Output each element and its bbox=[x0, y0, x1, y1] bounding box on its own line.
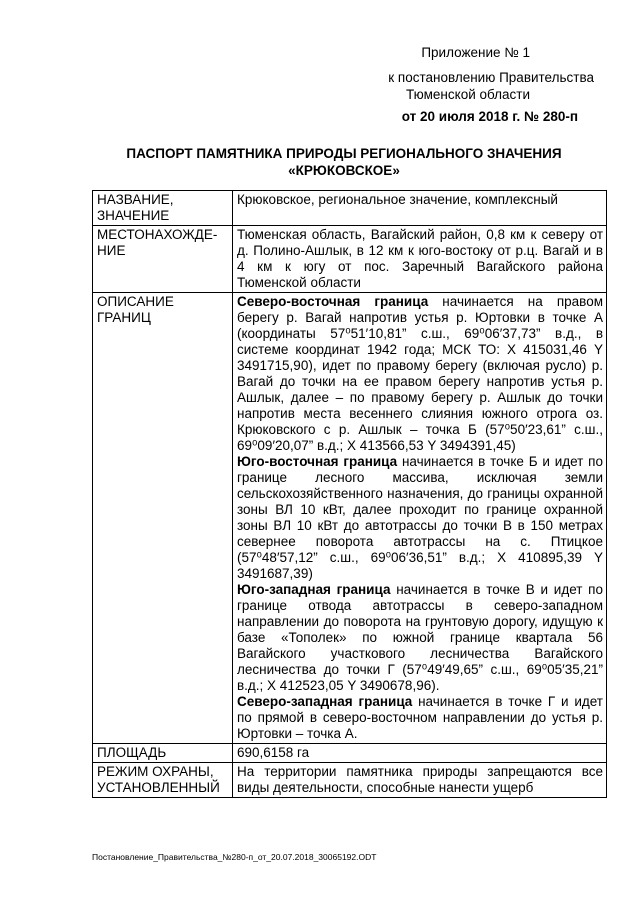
document-title-line1: ПАСПОРТ ПАМЯТНИКА ПРИРОДЫ РЕГИОНАЛЬНОГО ЗНАЧЕНИЯ bbox=[126, 146, 562, 161]
border-heading-southeast: Юго-восточная граница bbox=[237, 454, 398, 469]
appendix-date: от 20 июля 2018 г. № 280-п bbox=[401, 109, 578, 124]
appendix-reference-line1: к постановлению Правительства bbox=[388, 70, 594, 85]
appendix-reference-line2: Тюменской области bbox=[406, 87, 530, 102]
appendix-title: Приложение № 1 bbox=[421, 45, 530, 60]
border-paragraph-southeast bbox=[237, 454, 603, 582]
table-row-regime bbox=[93, 763, 607, 798]
table-row-name bbox=[93, 191, 607, 226]
table-row-area bbox=[93, 744, 607, 763]
table-row-location bbox=[93, 226, 607, 293]
border-text-northwest: начинается в точке Г и идет по прямой в северо-восточном направлении до устья р. Юртовки – точка А. bbox=[237, 694, 603, 741]
borders-label: ОПИСАНИЕ ГРАНИЦ bbox=[93, 293, 233, 744]
border-paragraph-northwest bbox=[237, 694, 603, 742]
border-paragraph-southwest bbox=[237, 582, 603, 694]
border-text-southwest: начинается в точке В и идет по границе отвода автотрассы в северо-западном направлении до поворота на грунтовую дорогу, идущую к базе «Тополек» по южной границе квартала 56 Вагайского участкового лесничества Вагайского лесничества до точки Г (57⁰49′49,65” с.ш., 69⁰05′35,21” в.д.; Х 412523,05 Y 3490678,96). bbox=[237, 582, 603, 693]
border-text-southeast: начинается в точке Б и идет по границе лесного массива, исключая земли сельскохозяйственного назначения, до границы охранной зоны ВЛ 10 кВт, далее проходит по границе охранной зоны ВЛ 10 кВт до автотрассы до точки В в 150 метрах севернее поворота автотрассы на с. Птицкое (57⁰48′57,12” с.ш., 69⁰06′36,51” в.д.; Х 410895,39 Y 3491687,39) bbox=[237, 454, 603, 581]
location-value: Тюменская область, Вагайский район, 0,8 км к северу от д. Полино-Ашлык, в 12 км к юго-востоку от р.ц. Вагай и в 4 км к югу от пос. Заречный Вагайского района Тюменской области bbox=[233, 226, 607, 293]
border-text-northeast: начинается на правом берегу р. Вагай напротив устья р. Юртовки в точке А (координаты 57⁰51′10,81” с.ш., 69⁰06′37,73” в.д., в системе координат 1942 года; МСК ТО: Х 415031,46 Y 3491715,90), идет по правому берегу (включая русло) р. Вагай до точки на ее правом берегу напротив устья р. Ашлык, далее – по правому берегу р. Ашлык до точки напротив места весеннего слияния южного отрога оз. Крюковского с р. Ашлык – точка Б (57⁰50′23,61” с.ш., 69⁰09′20,07” в.д.; Х 413566,53 Y 3494391,45) bbox=[237, 294, 603, 453]
area-label: ПЛОЩАДЬ bbox=[93, 744, 233, 763]
name-value: Крюковское, региональное значение, комплексный bbox=[233, 191, 607, 226]
regime-value-text: На территории памятника природы запрещаются все виды деятельности, способные нанести ущерб bbox=[237, 764, 603, 795]
name-label: НАЗВАНИЕ, ЗНАЧЕНИЕ bbox=[93, 191, 233, 226]
footer-filename: Постановление_Правительства_№280-п_от_20.07.2018_30065192.ODT bbox=[92, 852, 377, 862]
border-heading-southwest: Юго-западная граница bbox=[237, 582, 391, 597]
border-paragraph-northeast bbox=[237, 294, 603, 454]
location-label: МЕСТОНАХОЖДЕ-НИЕ bbox=[93, 226, 233, 293]
regime-value bbox=[233, 763, 607, 798]
passport-table bbox=[92, 190, 607, 798]
document-title-line2: «КРЮКОВСКОЕ» bbox=[288, 163, 400, 178]
area-value: 690,6158 га bbox=[233, 744, 607, 763]
table-row-borders bbox=[93, 293, 607, 744]
border-heading-northeast: Северо-восточная граница bbox=[237, 294, 429, 309]
borders-value bbox=[233, 293, 607, 744]
border-heading-northwest: Северо-западная граница bbox=[237, 694, 413, 709]
document-title bbox=[64, 145, 624, 179]
regime-label: РЕЖИМ ОХРАНЫ, УСТАНОВЛЕННЫЙ bbox=[93, 763, 233, 798]
